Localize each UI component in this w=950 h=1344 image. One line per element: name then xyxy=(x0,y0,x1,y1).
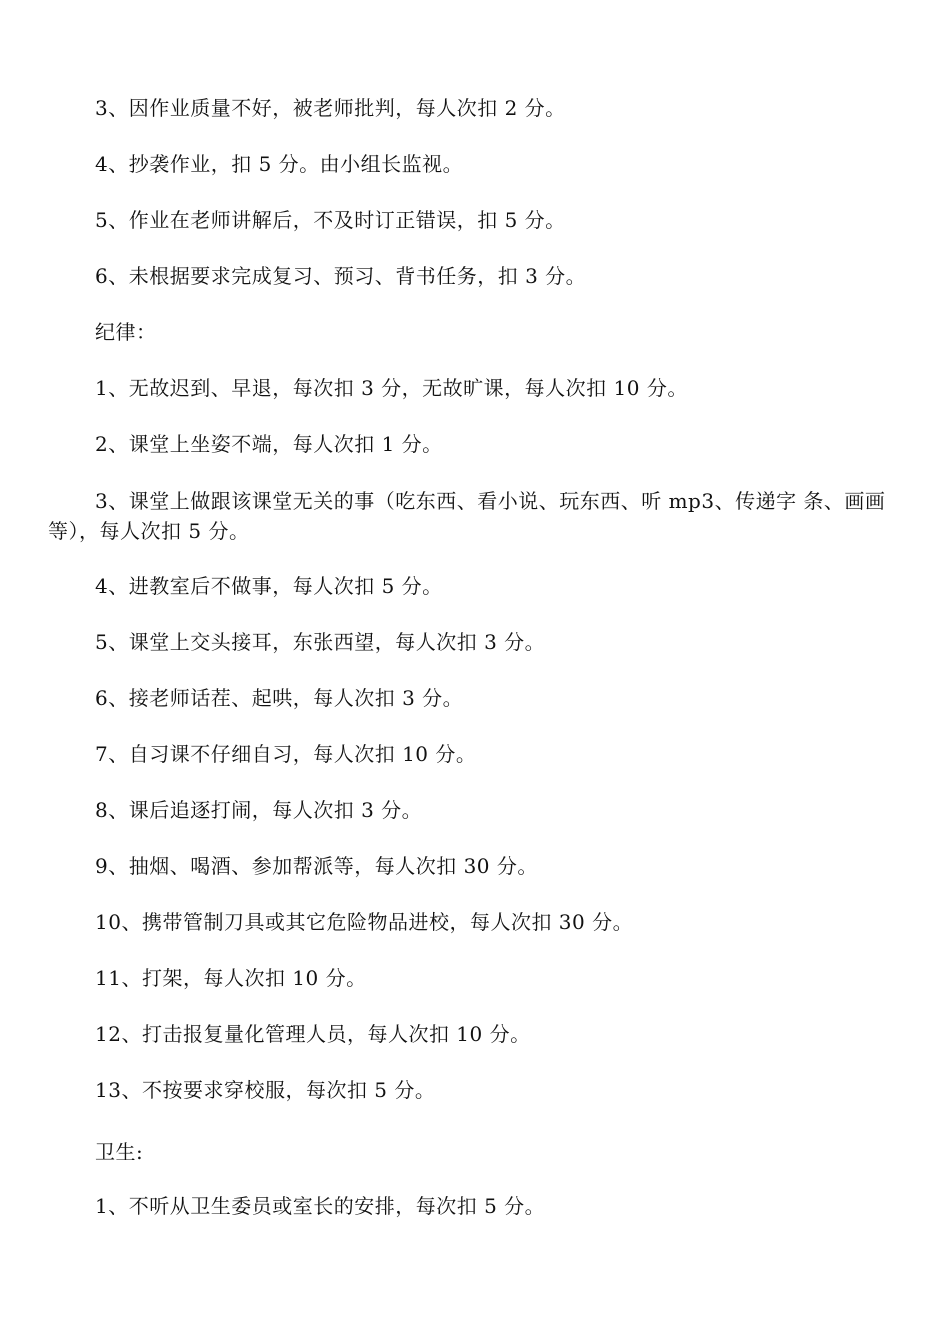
section-heading-hygiene: 卫生: xyxy=(95,1140,144,1164)
rule-line: 1、不听从卫生委员或室长的安排，每次扣 5 分。 xyxy=(95,1194,546,1218)
rule-line: 6、未根据要求完成复习、预习、背书任务，扣 3 分。 xyxy=(95,264,587,288)
rule-line: 10、携带管制刀具或其它危险物品进校，每人次扣 30 分。 xyxy=(95,910,634,934)
rule-line: 13、不按要求穿校服，每次扣 5 分。 xyxy=(95,1078,436,1102)
rule-line: 9、抽烟、喝酒、参加帮派等，每人次扣 30 分。 xyxy=(95,854,538,878)
rule-line: 1、无故迟到、早退，每次扣 3 分，无故旷课，每人次扣 10 分。 xyxy=(95,376,688,400)
rule-line: 5、作业在老师讲解后，不及时订正错误，扣 5 分。 xyxy=(95,208,566,232)
rule-line: 8、课后追逐打闹，每人次扣 3 分。 xyxy=(95,798,423,822)
rule-line: 3、因作业质量不好，被老师批判，每人次扣 2 分。 xyxy=(95,96,566,120)
rule-line-wrapped: 3、课堂上做跟该课堂无关的事（吃东西、看小说、玩东西、听 mp3、传递字 条、画画等），每人次扣 5 分。 xyxy=(48,489,886,543)
rule-line: 5、课堂上交头接耳，东张西望，每人次扣 3 分。 xyxy=(95,630,546,654)
rule-line: 2、课堂上坐姿不端，每人次扣 1 分。 xyxy=(95,432,443,456)
rule-line: 4、进教室后不做事，每人次扣 5 分。 xyxy=(95,574,443,598)
rule-line: 7、自习课不仔细自习，每人次扣 10 分。 xyxy=(95,742,477,766)
section-heading-discipline: 纪律： xyxy=(95,320,157,344)
rule-line: 6、接老师话茬、起哄，每人次扣 3 分。 xyxy=(95,686,464,710)
rule-line: 12、打击报复量化管理人员，每人次扣 10 分。 xyxy=(95,1022,531,1046)
rule-line: 11、打架，每人次扣 10 分。 xyxy=(95,966,367,990)
rule-line: 4、抄袭作业，扣 5 分。由小组长监视。 xyxy=(95,152,464,176)
